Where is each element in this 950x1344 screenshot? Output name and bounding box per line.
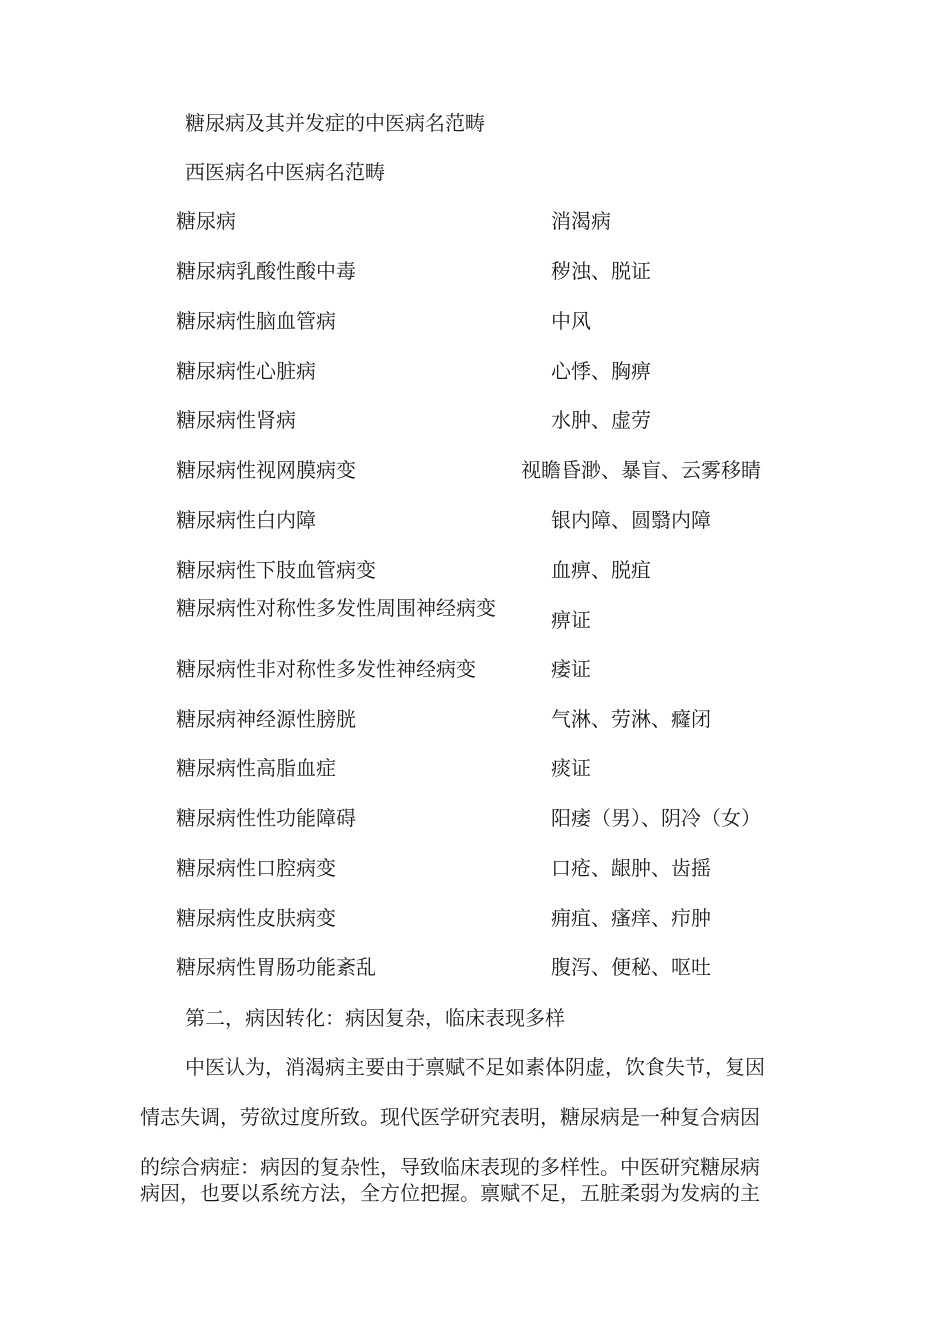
western-name: 糖尿病性非对称性多发性神经病变 <box>176 657 476 681</box>
western-name: 糖尿病性白内障 <box>176 508 316 532</box>
tcm-name: 痹证 <box>551 608 591 632</box>
western-name: 糖尿病性胃肠功能紊乱 <box>176 955 376 979</box>
paragraph-line: 病因，也要以系统方法，全方位把握。禀赋不足，五脏柔弱为发病的主 <box>140 1181 760 1205</box>
tcm-name: 痿证 <box>551 657 591 681</box>
western-name: 糖尿病乳酸性酸中毒 <box>176 259 356 283</box>
tcm-name: 银内障、圆翳内障 <box>551 508 711 532</box>
western-name: 糖尿病性心脏病 <box>176 359 316 383</box>
western-name: 糖尿病性对称性多发性周围神经病变 <box>176 596 496 620</box>
western-name: 糖尿病性肾病 <box>176 408 296 432</box>
western-name: 糖尿病神经源性膀胱 <box>176 707 356 731</box>
tcm-name: 心悸、胸痹 <box>551 359 651 383</box>
paragraph-line: 情志失调，劳欲过度所致。现代医学研究表明，糖尿病是一种复合病因 <box>140 1105 760 1129</box>
western-name: 糖尿病 <box>176 209 236 233</box>
tcm-name: 痈疽、瘙痒、疖肿 <box>551 906 711 930</box>
tcm-name: 秽浊、脱证 <box>551 259 651 283</box>
tcm-name: 痰证 <box>551 756 591 780</box>
tcm-name: 中风 <box>551 309 591 333</box>
tcm-name: 水肿、虚劳 <box>551 408 651 432</box>
western-name: 糖尿病性口腔病变 <box>176 856 336 880</box>
table-header: 西医病名中医病名范畴 <box>185 160 385 184</box>
document-title: 糖尿病及其并发症的中医病名范畴 <box>185 111 485 135</box>
western-name: 糖尿病性脑血管病 <box>176 309 336 333</box>
tcm-name: 阳痿（男）、阴冷（女） <box>551 806 761 830</box>
paragraph-line: 的综合病症：病因的复杂性，导致临床表现的多样性。中医研究糖尿病 <box>140 1155 760 1179</box>
paragraph-line: 中医认为，消渴病主要由于禀赋不足如素体阴虚，饮食失节，复因 <box>185 1055 765 1079</box>
tcm-name: 腹泻、便秘、呕吐 <box>551 955 711 979</box>
western-name: 糖尿病性视网膜病变 <box>176 458 356 482</box>
section-heading: 第二，病因转化：病因复杂，临床表现多样 <box>185 1006 565 1030</box>
tcm-name: 消渴病 <box>551 209 611 233</box>
western-name: 糖尿病性高脂血症 <box>176 756 336 780</box>
western-name: 糖尿病性下肢血管病变 <box>176 558 376 582</box>
western-name: 糖尿病性皮肤病变 <box>176 906 336 930</box>
tcm-name: 气淋、劳淋、癃闭 <box>551 707 711 731</box>
tcm-name: 口疮、龈肿、齿摇 <box>551 856 711 880</box>
tcm-name: 视瞻昏渺、暴盲、云雾移睛 <box>521 458 761 482</box>
tcm-name: 血痹、脱疽 <box>551 558 651 582</box>
western-name: 糖尿病性性功能障碍 <box>176 806 356 830</box>
